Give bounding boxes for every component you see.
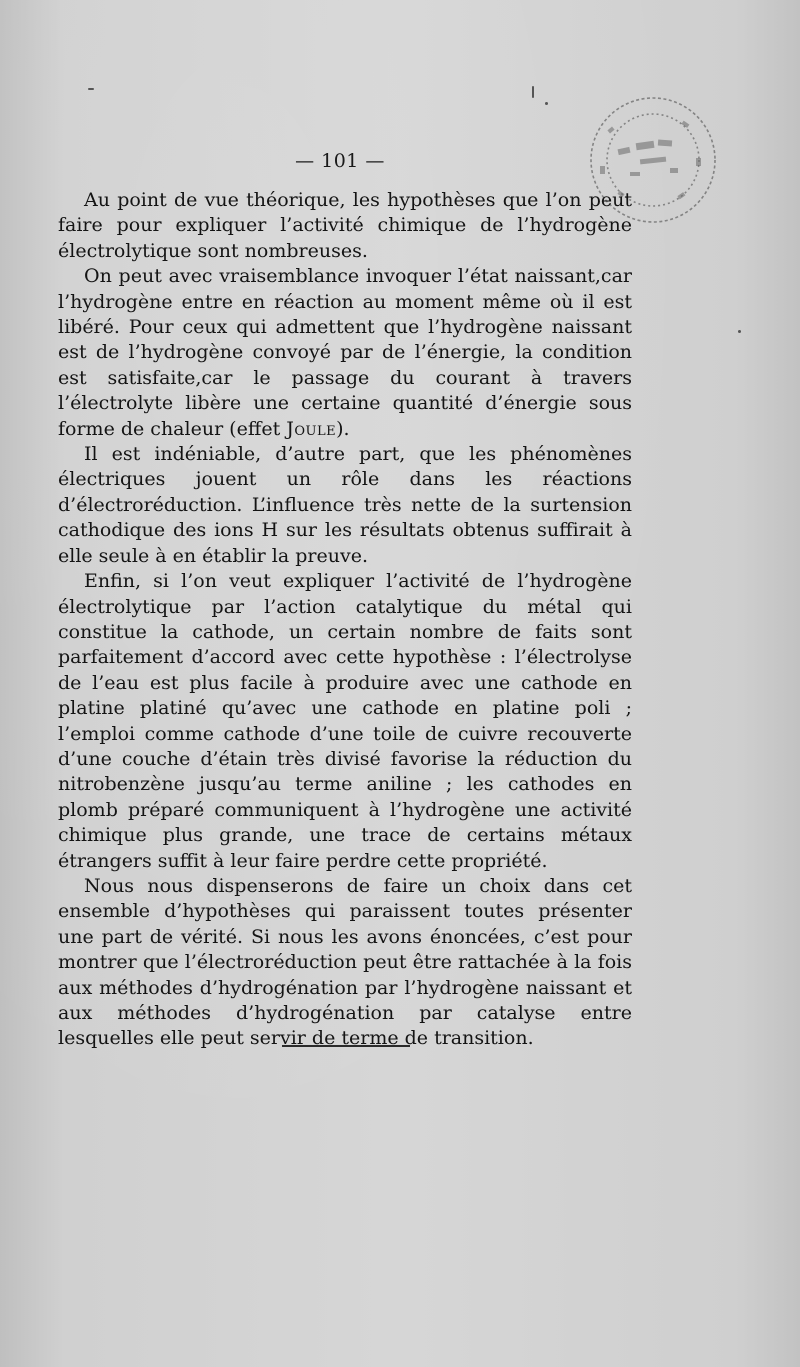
paper-speck xyxy=(738,330,741,333)
paragraph: Enfin, si l’on veut expliquer l’activité de l’hydrogène électrolytique par l’action catalytique du métal qui constitue la cathode, un certain nombre de faits sont parfaitement d’accord avec cette hypothèse : l’électrolyse de l’eau est plus facile à produire avec une cathode en platine platiné qu’avec une cathode en platine poli ; l’emploi comme cathode d’une toile de cuivre recouverte d’une couche d’étain très divisé favorise la réduction du nitrobenzène jusqu’au terme aniline ; les cathodes en plomb préparé communiquent à l’hydrogène une activité chimique plus grande, une trace de certains métaux étrangers suffit à leur faire perdre cette propriété. xyxy=(58,570,632,872)
paragraph-tail: ). xyxy=(336,417,350,440)
paragraph: Il est indéniable, d’autre part, que les phénomènes électriques jouent un rôle dans les réactions d’électroréduction. L’influence très nette de la surtension cathodique des ions H sur les résultats obtenus suffirait à elle seule à en établir la preuve. xyxy=(58,443,632,567)
paragraph-text: On peut avec vraisemblance invoquer l’état naissant,car l’hydrogène entre en réaction au moment même où il est libéré. Pour ceux qui admettent que l’hydrogène naissant est de l’hydrogène convoyé par de l’énergie, la condition est satisfaite,car le passage du courant à travers l’électrolyte libère une certaine quantité d’énergie sous forme de chaleur (effet xyxy=(58,265,632,440)
paragraph: Nous nous dispenserons de faire un choix dans cet ensemble d’hypothèses qui paraissent toutes présenter une part de vérité. Si nous les avons énoncées, c’est pour montrer que l’électroréduction peut être rattachée à la fois aux méthodes d’hydrogénation par l’hydrogène naissant et aux méthodes d’hydrogénation par catalyse entre lesquelles elle peut servir de terme de transition. xyxy=(58,874,632,1050)
author-name: Joule xyxy=(286,417,337,440)
paragraph: Au point de vue théorique, les hypothèses que l’on peut faire pour expliquer l’activité chimique de l’hydrogène électrolytique sont nombreuses. xyxy=(58,189,632,262)
page-number: — 101 — xyxy=(295,150,385,172)
paper-speck xyxy=(88,88,94,90)
end-rule xyxy=(282,1045,410,1047)
paper-speck xyxy=(532,86,534,98)
paper-speck xyxy=(545,102,548,105)
body-text xyxy=(58,188,632,1052)
paragraph xyxy=(58,264,632,442)
